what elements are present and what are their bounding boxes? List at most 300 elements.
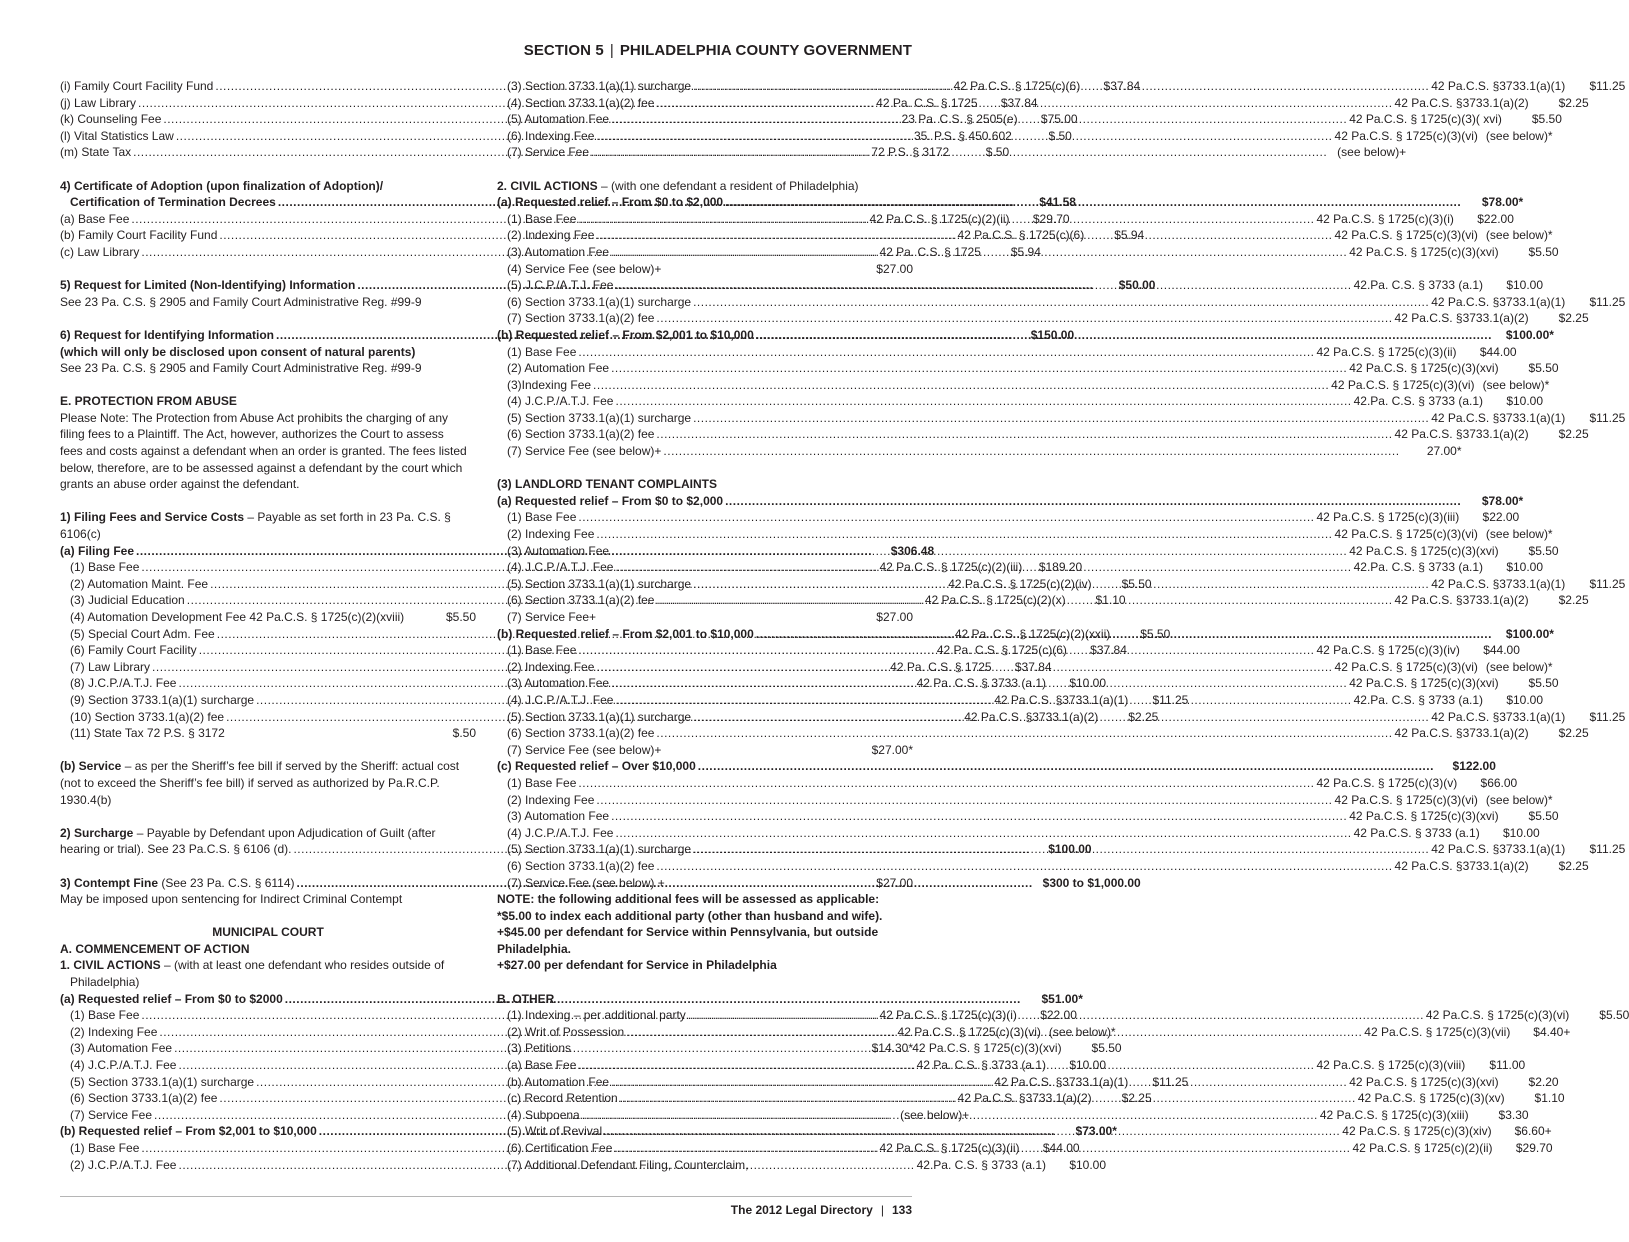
fee-label: (2) Indexing Fee xyxy=(507,659,595,674)
fee-amount: $29.70 xyxy=(1515,1141,1553,1155)
fee-label: (3) Automation Fee xyxy=(70,1041,173,1056)
text-line: NOTE: the following additional fees will be assessed as applicable: xyxy=(497,892,880,907)
fee-amount: (see below)* xyxy=(1482,377,1550,392)
fee-amount: $27.00 xyxy=(876,610,913,624)
fee-reference: 42 Pa.C.S. § 1725(c)(3)(vi) xyxy=(1334,527,1478,542)
dot-leader xyxy=(656,592,1392,609)
dot-leader xyxy=(656,858,1392,875)
fee-label: (5) Section 3733.1(a)(1) surcharge xyxy=(507,842,692,857)
fee-label: (4) Section 3733.1(a)(2) fee xyxy=(507,95,655,110)
fee-amount: $122.00 xyxy=(1452,759,1496,774)
dot-leader xyxy=(615,825,1351,842)
dot-leader xyxy=(615,559,1351,576)
fee-amount: $11.25 xyxy=(1589,842,1626,857)
fee-reference: 35. P.S. § 450.602 xyxy=(913,128,1012,143)
fee-reference: 42 Pa.C.S. § 1725(c)(3)(xvi) xyxy=(1349,809,1499,824)
fee-amount: $5.50 xyxy=(1528,361,1559,376)
fee-reference: 42 Pa. C.S. § 1725 xyxy=(890,659,992,674)
fee-label: (5) Automation Fee xyxy=(507,112,610,127)
fee-reference: 42 Pa.C.S. § 1725(c)(3)(v) xyxy=(1316,775,1458,790)
spacer xyxy=(497,974,913,991)
fee-label: (6) Certification Fee xyxy=(507,1141,613,1155)
text-line: (which will only be disclosed upon consent of natural parents) xyxy=(60,344,416,359)
fee-row xyxy=(497,509,1520,526)
fee-amount: $11.25 xyxy=(1152,1074,1189,1089)
fee-amount: $37.84 xyxy=(1014,659,1052,674)
fee-reference: 42 Pa.C.S. §3733.1(a)(2) xyxy=(1394,311,1529,326)
fee-label: (1) Base Fee xyxy=(507,211,577,226)
fee-label: (5) Writ of Revival xyxy=(507,1124,603,1139)
text-line: (3) LANDLORD TENANT COMPLAINTS xyxy=(497,477,717,492)
fee-reference: 42 Pa. C.S. § 1725 xyxy=(876,95,978,110)
fee-amount: $2.25 xyxy=(1558,593,1589,608)
fee-amount: $27.00* xyxy=(871,742,913,757)
fee-label: (1) Base Fee xyxy=(507,510,577,525)
spacer xyxy=(60,310,476,327)
fee-label: (4) J.C.P./A.T.J. Fee xyxy=(70,1058,177,1073)
fee-amount: $11.25 xyxy=(1589,576,1626,591)
bold-lead: 1) Filing Fees and Service Costs xyxy=(60,510,245,525)
fee-amount: $41.58 xyxy=(1039,195,1076,210)
text-line: B. OTHER xyxy=(497,991,555,1006)
fee-reference: 42 Pa.C.S. §3733.1(a)(1) xyxy=(1431,410,1566,425)
text-line xyxy=(497,178,913,195)
text-line: E. PROTECTION FROM ABUSE xyxy=(60,394,237,409)
fee-amount: $.50 xyxy=(1048,128,1072,143)
text-line: A. COMMENCEMENT OF ACTION xyxy=(60,941,250,956)
dot-leader xyxy=(611,244,1347,261)
fee-reference: 42 Pa. C.S. § 1725(c)(2)(xxii) xyxy=(954,626,1111,641)
fee-label: (3) Automation Fee xyxy=(507,809,610,824)
fee-amount: $5.50 xyxy=(1528,543,1559,558)
fee-label: (7) Service Fee (see below)+ xyxy=(507,742,662,757)
fee-reference: 42 Pa.C.S. §3733.1(a)(2) xyxy=(957,1091,1092,1106)
fee-label: 3) Contempt Fine (See 23 Pa. C.S. § 6114) xyxy=(60,875,295,890)
fee-amount: $2.25 xyxy=(1558,726,1589,741)
fee-label: (k) Counseling Fee xyxy=(60,112,162,127)
dot-leader xyxy=(693,410,1429,427)
fee-row xyxy=(497,742,913,759)
fee-amount: $5.50 xyxy=(1531,112,1562,127)
fee-label: (2) Indexing Fee xyxy=(507,228,595,243)
fee-amount: $78.00* xyxy=(1481,195,1524,210)
text-line: 6106(c) xyxy=(60,527,101,542)
fee-label: (4) Service Fee (see below)+ xyxy=(507,261,662,276)
fee-amount: $37.84 xyxy=(1000,95,1038,110)
fee-label: (i) Family Court Facility Fund xyxy=(60,79,214,93)
fee-label: (2) Writ of Possession xyxy=(507,1024,625,1039)
fee-amount: $5.50 xyxy=(1528,244,1559,259)
text-line: May be imposed upon sentencing for Indirect Criminal Contempt xyxy=(60,892,403,907)
dot-leader xyxy=(615,277,1351,294)
fee-label: (1) Base Fee xyxy=(507,344,577,359)
fee-amount: $51.00* xyxy=(1041,991,1083,1006)
text-line: Philadelphia. xyxy=(497,941,572,956)
text-line: (7) Additional Defendant Filing, Counterclaim, xyxy=(507,1157,749,1172)
text-line: MUNICIPAL COURT xyxy=(212,925,324,940)
line-text: – Payable by Defendant upon Adjudication of Guilt (after xyxy=(133,825,436,840)
fee-amount: (see below)* xyxy=(1485,792,1553,807)
fee-label: (5) Section 3733.1(a)(1) surcharge xyxy=(507,709,692,724)
fee-reference: 42 Pa.C.S. § 1725(c)(2)(ii) xyxy=(869,211,1010,226)
fee-reference: 42 Pa.C.S. §3733.1(a)(2) xyxy=(1394,726,1529,741)
text-line: +$45.00 per defendant for Service within Pennsylvania, but outside xyxy=(497,925,879,940)
fee-label: (6) Section 3733.1(a)(1) surcharge xyxy=(507,294,692,309)
fee-reference: 42.Pa. C.S. § 3733 (a.1) xyxy=(1353,278,1484,293)
bold-lead: 1. CIVIL ACTIONS xyxy=(60,958,161,973)
bold-lead: 2. CIVIL ACTIONS xyxy=(497,178,598,193)
fee-reference: 42 Pa.C.S. §3733.1(a)(2) xyxy=(1394,427,1529,442)
text-line xyxy=(60,825,476,842)
fee-label: (4) J.C.P./A.T.J. Fee xyxy=(507,692,614,707)
dot-leader xyxy=(591,144,1327,161)
fee-label: (a) Requested relief – From $0 to $2000 xyxy=(60,991,283,1006)
dot-leader xyxy=(596,227,1332,244)
fee-row xyxy=(497,426,1589,443)
fee-label: (6) Section 3733.1(a)(2) fee xyxy=(507,427,655,442)
fee-amount: $5.50 xyxy=(1091,1041,1122,1056)
text-line: *$5.00 to index each additional party (other than husband and wife). xyxy=(497,908,883,923)
text-line: filing fees to a Plaintiff. The Act, however, authorizes the Court to assess xyxy=(60,427,444,442)
fee-amount: $100.00* xyxy=(1505,626,1554,641)
dot-leader xyxy=(756,626,1492,643)
fee-label: (8) J.C.P./A.T.J. Fee xyxy=(70,676,177,691)
fee-reference: 42 Pa C.S. § 1725(c)(6) xyxy=(953,79,1081,93)
text-line: 4) Certificate of Adoption (upon finalization of Adoption)/ xyxy=(60,178,384,193)
fee-amount: $1.10 xyxy=(1534,1091,1565,1106)
dot-leader xyxy=(611,1074,1347,1091)
fee-amount: (see below)+ xyxy=(900,1107,970,1122)
fee-reference: 42 Pa.C.S. § 1725(c)(3)( xvi) xyxy=(1349,112,1502,127)
fee-label: (5) Special Court Adm. Fee xyxy=(70,626,215,641)
fee-label: (2) Automation Fee xyxy=(507,361,610,376)
fee-reference: 42 Pa.C.S. § 1725(c)(3)(xiii) xyxy=(1319,1107,1469,1122)
section-title: PHILADELPHIA COUNTY GOVERNMENT xyxy=(619,42,912,59)
fee-label: (11) State Tax 72 P.S. § 3172 xyxy=(70,726,225,741)
fee-label: (6) Section 3733.1(a)(2) fee xyxy=(507,593,655,608)
fee-label: (1) Base Fee xyxy=(70,1141,140,1155)
fee-row xyxy=(497,294,1626,311)
fee-label: (4) Subpoena xyxy=(507,1107,580,1122)
fee-reference: 42 Pa.C.S. §3733.1(a)(2) xyxy=(964,709,1099,724)
dot-leader xyxy=(656,426,1392,443)
fee-reference: 23 Pa. C.S. § 2505(e) xyxy=(901,112,1018,127)
fee-label: 6) Request for Identifying Information xyxy=(60,327,275,342)
fee-reference: 42 Pa.C.S. § 1725(c)(3)(i) xyxy=(1316,211,1454,226)
fee-label: (c) Law Library xyxy=(60,244,140,259)
fee-reference: 42 Pa.C.S. § 1725(c)(3)(xvi) xyxy=(912,1041,1062,1056)
footer-separator: | xyxy=(880,1203,884,1217)
fee-label: 5) Request for Limited (Non-Identifying) Information xyxy=(60,278,356,293)
fee-amount: $10.00 xyxy=(1069,676,1107,691)
fee-label: (3) Automation Fee xyxy=(507,543,610,558)
fee-amount: $5.50 xyxy=(1140,626,1171,641)
fee-label: (a) Base Fee xyxy=(507,1058,577,1073)
fee-row xyxy=(497,758,1496,775)
line-text: – Payable as set forth in 23 Pa. C.S. § xyxy=(244,510,451,525)
fee-reference: 42 Pa.C.S. § 1725(c)(3)(vii) xyxy=(1364,1024,1511,1039)
fee-label: (b) Family Court Facility Fund xyxy=(60,228,218,243)
fee-reference: 42 Pa. C.S. § 3733 (a.1) xyxy=(916,1058,1047,1073)
text-line: Please Note: The Protection from Abuse Act prohibits the charging of any xyxy=(60,410,449,425)
fee-amount: $300 to $1,000.00 xyxy=(1042,875,1141,890)
fee-row xyxy=(497,393,1544,410)
fee-reference: 42 Pa.C.S. § 1725(c)(3)(xvi) xyxy=(1349,676,1499,691)
fee-label: (5) Section 3733.1(a)(1) surcharge xyxy=(70,1074,255,1089)
fee-row xyxy=(497,825,1540,842)
fee-label: (c) Requested relief – Over $10,000 xyxy=(497,759,696,774)
fee-reference: 42 Pa.C.S. § 1725(c)(3)(vi) xyxy=(897,1024,1041,1039)
fee-reference: 42 Pa.C.S. § 1725(c)(3)(vi) xyxy=(1425,1008,1570,1023)
fee-label: (6) Section 3733.1(a)(2) fee xyxy=(70,1091,218,1106)
fee-reference: 42 Pa.C.S. § 1725(c)(3)(xvi) xyxy=(1349,1074,1499,1089)
fee-amount: $5.50 xyxy=(1599,1008,1629,1023)
dot-leader xyxy=(578,775,1314,792)
fee-amount: $27.00 xyxy=(876,875,913,890)
fee-row xyxy=(497,443,1462,460)
fee-amount: $10.00 xyxy=(1069,1157,1107,1172)
fee-amount: $66.00 xyxy=(1480,775,1518,790)
fee-amount: 27.00* xyxy=(1426,444,1462,459)
fee-amount: $5.94 xyxy=(1010,244,1041,259)
fee-reference: 42 Pa.C.S. §3733.1(a)(1) xyxy=(994,692,1129,707)
fee-row xyxy=(497,344,1517,361)
fee-label: (1) Base Fee xyxy=(70,560,140,575)
fee-row xyxy=(497,360,1559,377)
fee-amount: $11.25 xyxy=(1589,294,1626,309)
fee-label: (b) Requested relief – From $2,001 to $10,000 xyxy=(497,626,754,641)
fee-label: (6) Section 3733.1(a)(2) fee xyxy=(507,726,655,741)
header-separator: | xyxy=(609,42,614,59)
spacer xyxy=(60,493,476,510)
fee-amount: $4.40+ xyxy=(1533,1024,1571,1039)
fee-label: (a) Base Fee xyxy=(60,211,130,226)
fee-label: (j) Law Library xyxy=(60,95,137,110)
dot-leader xyxy=(626,1024,1362,1041)
fee-amount: $10.00 xyxy=(1506,560,1544,575)
line-text: – (with at least one defendant who resides outside of xyxy=(160,958,445,973)
fee-amount: (see below)* xyxy=(1048,1024,1116,1039)
fee-label: (1) Base Fee xyxy=(507,643,577,658)
dot-leader xyxy=(725,194,1461,211)
fee-reference: 42 Pa.C.S. § 1725(c)(2)(x) xyxy=(924,593,1066,608)
fee-reference: 42 Pa.C.S. § 1725(c)(3)(xv) xyxy=(1357,1091,1505,1106)
fee-amount: $2.25 xyxy=(1128,709,1159,724)
fee-amount: $.50 xyxy=(985,145,1010,160)
fee-label: (3) Automation Fee xyxy=(507,676,610,691)
text-line: See 23 Pa. C.S. § 2905 and Family Court Administrative Reg. #99-9 xyxy=(60,294,422,309)
fee-label: (5) Section 3733.1(a)(1) surcharge xyxy=(507,410,692,425)
fee-label: (6) Indexing Fee xyxy=(507,128,595,143)
fee-amount: $22.00 xyxy=(1477,211,1514,226)
fee-reference: 42 Pa.C.S. § 1725(c)(3)(vi) xyxy=(1331,377,1475,392)
dot-leader xyxy=(693,294,1429,311)
fee-reference: 42 Pa.C.S. § 1725(c)(3)(iv) xyxy=(1316,643,1460,658)
fee-reference: 42 Pa.C.S. §3733.1(a)(1) xyxy=(1431,576,1566,591)
fee-label: (b) Requested relief – From $2,001 to $10,000 xyxy=(60,1124,317,1139)
fee-row xyxy=(497,609,913,626)
dot-leader xyxy=(656,310,1392,327)
bold-lead: (b) Service xyxy=(60,759,122,774)
fee-amount: $29.70 xyxy=(1032,211,1070,226)
fee-row xyxy=(497,1040,913,1057)
section-number: SECTION 5 xyxy=(523,42,604,59)
fee-amount: $2.25 xyxy=(1121,1091,1152,1106)
fee-label: (2) Indexing Fee xyxy=(70,1024,158,1039)
fee-reference: 42.Pa. C.S. § 3733 (a.1) xyxy=(1353,394,1484,409)
fee-label: (5) Section 3733.1(a)(1) surcharge xyxy=(507,576,692,591)
fee-reference: 42 Pa.C.S. § 1725(c)(3)(vi) xyxy=(1334,128,1478,143)
dot-leader xyxy=(615,393,1351,410)
fee-amount: $44.00 xyxy=(1479,344,1517,359)
fee-amount: $306.48 xyxy=(890,543,935,558)
fee-label: (c) Record Retention xyxy=(507,1091,618,1106)
fee-amount: $10.00 xyxy=(1506,278,1544,293)
fee-label: (7) Section 3733.1(a)(2) fee xyxy=(507,311,655,326)
fee-reference: 42 Pa.C.S. § 1725(c)(3)(viii) xyxy=(1316,1058,1466,1073)
fee-label: Certification of Termination Decrees xyxy=(70,195,276,210)
fee-note: (See 23 Pa. C.S. § 6114) xyxy=(158,875,295,890)
fee-row xyxy=(497,493,1524,510)
fee-label: (6) Family Court Facility xyxy=(70,643,197,658)
fee-label: (3) Judicial Education xyxy=(70,593,185,608)
fee-label: (b) Automation Fee xyxy=(507,1074,610,1089)
fee-amount: $1.10 xyxy=(1095,593,1126,608)
bold-lead: 2) Surcharge xyxy=(60,825,134,840)
fee-amount: $2.20 xyxy=(1528,1074,1559,1089)
dot-leader xyxy=(698,758,1434,775)
dot-leader xyxy=(596,128,1332,145)
spacer xyxy=(60,858,476,875)
dot-leader xyxy=(611,675,1347,692)
dot-leader xyxy=(611,543,1347,560)
fee-row xyxy=(497,526,1553,543)
fee-amount: $150.00 xyxy=(1030,327,1075,342)
dot-leader xyxy=(578,509,1314,526)
fee-reference: 42 Pa.C.S. § 1725(c)(3)(ii) xyxy=(879,1141,1020,1155)
fee-reference: 42.Pa. C.S. § 3733 (a.1) xyxy=(1353,560,1484,575)
fee-reference: 42 Pa.C.S. § 1725(c)(3)(vi) xyxy=(1334,792,1478,807)
fee-amount: $3.30 xyxy=(1498,1107,1529,1122)
fee-row xyxy=(497,310,1589,327)
fee-label: (2) Automation Maint. Fee xyxy=(70,576,209,591)
footer-rule xyxy=(60,1196,912,1197)
fee-reference: 42 Pa.C.S. § 1725(c)(3)(ii) xyxy=(1316,344,1457,359)
fee-amount: $22.00 xyxy=(1482,510,1520,525)
fee-row xyxy=(60,725,476,742)
fee-reference: 42 Pa.C.S. §3733.1(a)(1) xyxy=(1431,709,1566,724)
fee-amount: $2.25 xyxy=(1558,858,1589,873)
fee-label: (7) Service Fee xyxy=(70,1107,153,1122)
dot-leader xyxy=(725,493,1461,510)
fee-label: (3)Indexing Fee xyxy=(507,377,592,392)
line-text: – as per the Sheriff’s fee bill if served by the Sheriff: actual cost xyxy=(121,759,460,774)
fee-reference: 42 Pa.C.S. §3733.1(a)(1) xyxy=(1431,842,1566,857)
fee-amount: $100.00* xyxy=(1505,327,1554,342)
dot-leader xyxy=(688,1007,1424,1024)
fee-row xyxy=(497,725,1589,742)
fee-label: (2) Indexing Fee xyxy=(507,527,595,542)
spacer xyxy=(60,161,476,178)
fee-label: (7) Service Fee (see below)+ xyxy=(507,444,662,459)
directory-title: The 2012 Legal Directory xyxy=(730,1203,873,1217)
fee-amount: $10.00 xyxy=(1069,1058,1107,1073)
fee-amount: $44.00 xyxy=(1483,643,1520,658)
spacer xyxy=(497,161,913,178)
spacer xyxy=(60,377,476,394)
spacer xyxy=(60,808,476,825)
fee-label: (2) J.C.P./A.T.J. Fee xyxy=(70,1157,177,1172)
fee-label: (b) Requested relief – From $2,001 to $10,000 xyxy=(497,327,754,342)
fee-amount: $.50 xyxy=(452,726,476,741)
fee-label: (a) Requested relief – From $0 to $2,000 xyxy=(497,195,724,210)
spacer xyxy=(60,742,476,759)
fee-amount: $11.25 xyxy=(1589,709,1626,724)
fee-label: (3) Petitions xyxy=(507,1041,572,1056)
fee-amount: $37.84 xyxy=(1090,643,1127,658)
dot-leader xyxy=(578,642,1314,659)
fee-amount: $44.00 xyxy=(1042,1141,1080,1155)
fee-row xyxy=(497,858,1589,875)
fee-label: (4) J.C.P./A.T.J. Fee xyxy=(507,394,614,409)
fee-amount: (see below)* xyxy=(1485,659,1553,674)
fee-row xyxy=(497,775,1518,792)
fee-reference: 42 Pa.C.S. § 1725(c)(3)(xvi) xyxy=(1349,361,1499,376)
fee-reference: 42.Pa. C.S. § 3733 (a.1) xyxy=(916,1157,1047,1172)
dot-leader xyxy=(620,1090,1356,1107)
fee-label: (a) Requested relief – From $0 to $2,000 xyxy=(497,493,724,508)
fee-row xyxy=(497,377,1550,394)
fee-reference: 42 Pa.C.S. § 1725(c)(3)(i) xyxy=(879,1008,1017,1023)
fee-label: (7) Law Library xyxy=(70,659,151,674)
fee-amount: $189.20 xyxy=(1038,560,1083,575)
fee-reference: 42 Pa.C.S. § 1725(c)(3)(vi) xyxy=(1334,228,1478,243)
fee-label: (4) J.C.P./A.T.J. Fee xyxy=(507,560,614,575)
dot-leader xyxy=(663,443,1399,460)
fee-label: (m) State Tax xyxy=(60,145,132,160)
spacer xyxy=(497,460,913,477)
fee-amount: $37.84 xyxy=(1103,79,1141,93)
fee-label: (6) Section 3733.1(a)(2) fee xyxy=(507,858,655,873)
fee-reference: 42 Pa.C.S. § 1725(c)(3)(xvi) xyxy=(1349,244,1499,259)
fee-label: (l) Vital Statistics Law xyxy=(60,128,174,143)
fee-label: (1) Indexing – per additional party xyxy=(507,1008,686,1023)
fee-reference: 72 P.S. § 3172 xyxy=(871,145,950,160)
fee-reference: 42 Pa.C.S. § 1725(c)(3)(vi) xyxy=(1334,659,1478,674)
page-number: 133 xyxy=(891,1203,912,1217)
fee-amount: $2.25 xyxy=(1558,311,1589,326)
fee-amount: (see below)* xyxy=(1485,527,1553,542)
fee-reference: 42 Pa.C.S. § 1725(c)(2)(iii) xyxy=(879,560,1023,575)
fee-reference: 42 Pa.C.S. §3733.1(a)(1) xyxy=(1431,79,1566,93)
fee-amount: $5.94 xyxy=(1114,228,1145,243)
dot-leader xyxy=(611,360,1347,377)
fee-row xyxy=(497,792,1553,809)
fee-reference: 42 Pa.C.S. § 1725(c)(6) xyxy=(957,228,1085,243)
dot-leader xyxy=(656,95,1392,112)
fee-amount: $73.00* xyxy=(1075,1124,1117,1139)
fee-amount: $2.25 xyxy=(1558,427,1589,442)
fee-amount: $11.25 xyxy=(1152,692,1189,707)
fee-label: (10) Section 3733.1(a)(2) fee xyxy=(70,709,225,724)
fee-label: (a) Filing Fee xyxy=(60,543,135,558)
text-line xyxy=(60,509,476,526)
fee-amount: $5.50 xyxy=(1528,676,1559,691)
dot-leader xyxy=(596,792,1332,809)
fee-label: hearing or trial). See 23 Pa.C.S. § 6106 (d). xyxy=(60,842,292,857)
fee-label: (5) J.C.P./A.T.J. Fee xyxy=(507,278,614,293)
fee-reference: 42 Pa.C.S. §3733.1(a)(2) xyxy=(1394,95,1529,110)
